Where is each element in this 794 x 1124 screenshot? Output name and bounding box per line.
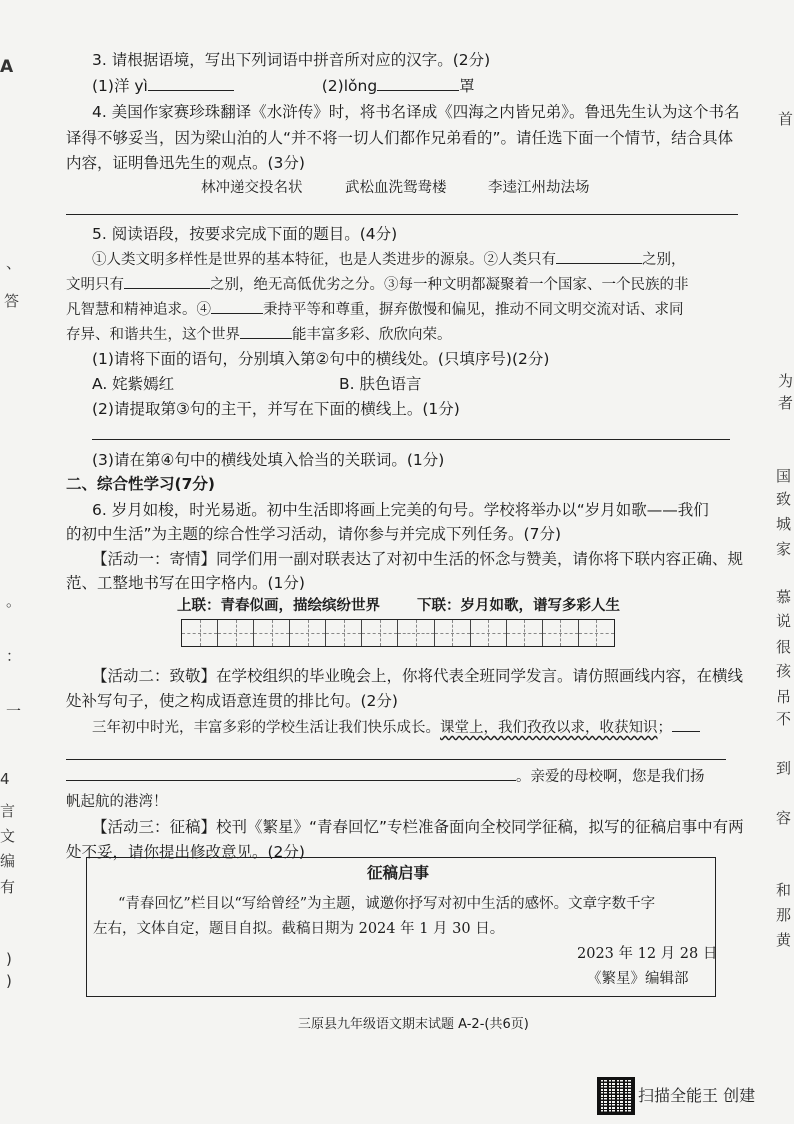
q3-items	[92, 76, 475, 96]
q3-item1-label: (1)洋 yì	[92, 77, 148, 95]
left-margin-char: 。	[6, 592, 22, 610]
activity-2-sentence-start: 三年初中时光，丰富多彩的学校生活让我们快乐成长。	[92, 720, 440, 736]
q4-option-2: 武松血洗鸳鸯楼	[345, 180, 447, 196]
q5-blank-3[interactable]	[211, 299, 263, 314]
couplet-lower: 下联：岁月如歌，谱写多彩人生	[417, 597, 620, 614]
right-margin-char: 很	[776, 638, 792, 656]
left-margin-char: 、	[6, 254, 22, 272]
q4-option-1: 林冲递交投名状	[201, 180, 303, 196]
right-margin-char: 说	[776, 612, 792, 630]
grid-cell[interactable]	[326, 620, 362, 646]
left-margin-char: 答	[4, 292, 20, 310]
q5-passage-line-1	[92, 249, 686, 270]
q5-passage-text: 凡智慧和精神追求。④	[66, 302, 211, 318]
scanner-watermark: 扫描全能王 创建	[638, 1086, 756, 1105]
q3-item2-suffix: 罩	[459, 77, 475, 95]
q5-passage-line-3	[66, 299, 684, 320]
grid-cell[interactable]	[254, 620, 290, 646]
left-margin-char: ：	[6, 647, 22, 665]
grid-cell[interactable]	[290, 620, 326, 646]
right-margin-char: 孩	[776, 662, 792, 680]
left-margin-char: 有	[0, 878, 16, 896]
activity-2-sentence: 三年初中时光，丰富多彩的学校生活让我们快乐成长。课堂上，我们孜孜以求，收获知识；	[92, 717, 700, 738]
left-margin-char: )	[6, 972, 12, 990]
q3-item2-label: (2)lǒng	[321, 77, 378, 95]
q3-stem: 3. 请根据语境，写出下列词语中拼音所对应的汉字。(2分)	[92, 51, 491, 69]
right-margin-char: 黄	[776, 931, 792, 949]
q5-sub-3: (3)请在第④句中的横线处填入恰当的关联词。(1分)	[92, 451, 445, 469]
notice-body-2: 左右，文体自定，题目自拟。截稿日期为 2024 年 1 月 30 日。	[93, 921, 505, 937]
activity-1-line-1: 【活动一：寄情】同学们用一副对联表达了对初中生活的怀念与赞美，请你将下联内容正确、规	[92, 550, 744, 568]
q5-passage-line-2	[66, 274, 689, 295]
q5-sub-1: (1)请将下面的语句，分别填入第②句中的横线处。(只填序号)(2分)	[92, 350, 550, 368]
q4-line-1: 4. 美国作家赛珍珠翻译《水浒传》时，将书名译成《四海之内皆兄弟》。鲁迅先生认为这个书名	[92, 103, 740, 121]
grid-cell[interactable]	[182, 620, 218, 646]
activity-2-line-1: 【活动二：致敬】在学校组织的毕业晚会上，你将代表全班同学发言。请仿照画线内容，在横线	[92, 667, 744, 685]
q5-passage-line-4	[66, 324, 452, 345]
call-for-papers-box	[86, 857, 716, 997]
right-margin-char: 那	[776, 906, 792, 924]
q5-passage-text: 秉持平等和尊重，摒弃傲慢和偏见，推动不同文明交流对话、求同	[263, 302, 684, 318]
q5-stem: 5. 阅读语段，按要求完成下面的题目。(4分)	[92, 225, 398, 243]
q3-item1-blank[interactable]	[148, 76, 234, 91]
q5-passage-text: 文明只有	[66, 277, 124, 293]
grid-cell[interactable]	[471, 620, 507, 646]
activity-1-line-2: 范、工整地书写在田字格内。(1分)	[66, 574, 305, 592]
activity-3-line-1: 【活动三：征稿】校刊《繁星》“青春回忆”专栏准备面向全校同学征稿，拟写的征稿启事中有两	[92, 818, 744, 836]
grid-cell[interactable]	[398, 620, 434, 646]
left-margin-char: 言	[0, 802, 16, 820]
page-footer: 三原县九年级语文期末试题 A-2-(共6页)	[298, 1017, 529, 1032]
activity-2-sentence-end: 。亲爱的母校啊，您是我们扬	[516, 769, 705, 785]
activity-2-blank-3[interactable]	[66, 766, 516, 781]
activity-2-blank-2[interactable]	[66, 759, 726, 760]
q5-answer-line[interactable]	[92, 439, 730, 440]
q5-blank-2[interactable]	[124, 274, 210, 289]
right-margin-char: 为	[778, 372, 794, 390]
grid-cell[interactable]	[543, 620, 579, 646]
right-margin-char: 吊	[776, 688, 792, 706]
q5-option-a: A. 姹紫嫣红	[92, 375, 175, 393]
notice-date: 2023 年 12 月 28 日	[577, 946, 718, 962]
left-margin-char: 文	[0, 827, 16, 845]
left-margin-char: )	[6, 950, 12, 968]
right-margin-char: 和	[776, 881, 792, 899]
activity-2-blank-1[interactable]	[672, 717, 700, 732]
activity-2-line-3	[66, 766, 705, 787]
q5-passage-text: 之别，绝无高低优劣之分。③每一种文明都凝聚着一个国家、一个民族的非	[210, 277, 689, 293]
grid-cell[interactable]	[362, 620, 398, 646]
activity-2-line-2: 处补写句子，使之构成语意连贯的排比句。(2分)	[66, 692, 398, 710]
right-margin-char: 者	[778, 394, 794, 412]
q5-sub-2: (2)请提取第③句的主干，并写在下面的横线上。(1分)	[92, 400, 460, 418]
tian-zi-grid[interactable]	[181, 619, 615, 647]
notice-signer: 《繁星》编辑部	[587, 971, 689, 987]
q5-passage-text: 存异、和谐共生，这个世界	[66, 327, 240, 343]
grid-cell[interactable]	[507, 620, 543, 646]
activity-2-line-4: 帆起航的港湾！	[66, 794, 168, 810]
grid-cell[interactable]	[579, 620, 614, 646]
right-margin-char: 国	[776, 467, 792, 485]
right-margin-char: 家	[776, 540, 792, 558]
right-margin-char: 城	[776, 515, 792, 533]
q5-passage-text: 能丰富多彩、欣欣向荣。	[292, 327, 452, 343]
notice-title: 征稿启事	[367, 864, 430, 882]
right-margin-char: 到	[776, 759, 792, 777]
right-margin-char: 首	[778, 110, 794, 128]
left-margin-char: 4	[0, 770, 10, 788]
couplet-upper: 上联：青春似画，描绘缤纷世界	[177, 597, 380, 614]
left-margin-char: 一	[6, 702, 22, 720]
q5-blank-1[interactable]	[556, 249, 642, 264]
left-margin-char: A	[0, 57, 14, 77]
section-2-heading: 二、综合性学习(7分)	[66, 475, 215, 493]
q5-option-b: B. 肤色语言	[339, 375, 422, 393]
q4-line-3: 内容，证明鲁迅先生的观点。(3分)	[66, 154, 305, 172]
right-margin-char: 不	[776, 710, 792, 728]
right-margin-char: 容	[776, 809, 792, 827]
grid-cell[interactable]	[218, 620, 254, 646]
q5-passage-text: 之别，	[642, 252, 686, 268]
activity-3-line-2: 处不妥，请你提出修改意见。(2分)	[66, 843, 305, 861]
q3-item2-blank[interactable]	[377, 76, 459, 91]
q5-blank-4[interactable]	[240, 324, 292, 339]
q6-line-1: 6. 岁月如梭，时光易逝。初中生活即将画上完美的句号。学校将举办以“岁月如歌——我们	[92, 501, 709, 519]
activity-2-wavy-example: 课堂上，我们孜孜以求，收获知识	[440, 720, 658, 736]
q4-answer-line[interactable]	[66, 214, 738, 215]
notice-body-1: “青春回忆”栏目以“写给曾经”为主题，诚邀你抒写对初中生活的感怀。文章字数千字	[118, 896, 656, 912]
right-margin-char: 致	[776, 490, 792, 508]
grid-cell[interactable]	[435, 620, 471, 646]
qr-code-icon	[597, 1077, 635, 1115]
left-margin-char: 编	[0, 852, 16, 870]
q4-line-2: 译得不够妥当，因为梁山泊的人“并不将一切人们都作兄弟看的”。请任选下面一个情节，结合具体	[66, 129, 734, 147]
q4-option-3: 李逵江州劫法场	[488, 180, 590, 196]
right-margin-char: 慕	[776, 588, 792, 606]
q5-passage-text: ①人类文明多样性是世界的基本特征，也是人类进步的源泉。②人类只有	[92, 252, 556, 268]
q6-line-2: 的初中生活”为主题的综合性学习活动，请你参与并完成下列任务。(7分)	[66, 525, 561, 543]
